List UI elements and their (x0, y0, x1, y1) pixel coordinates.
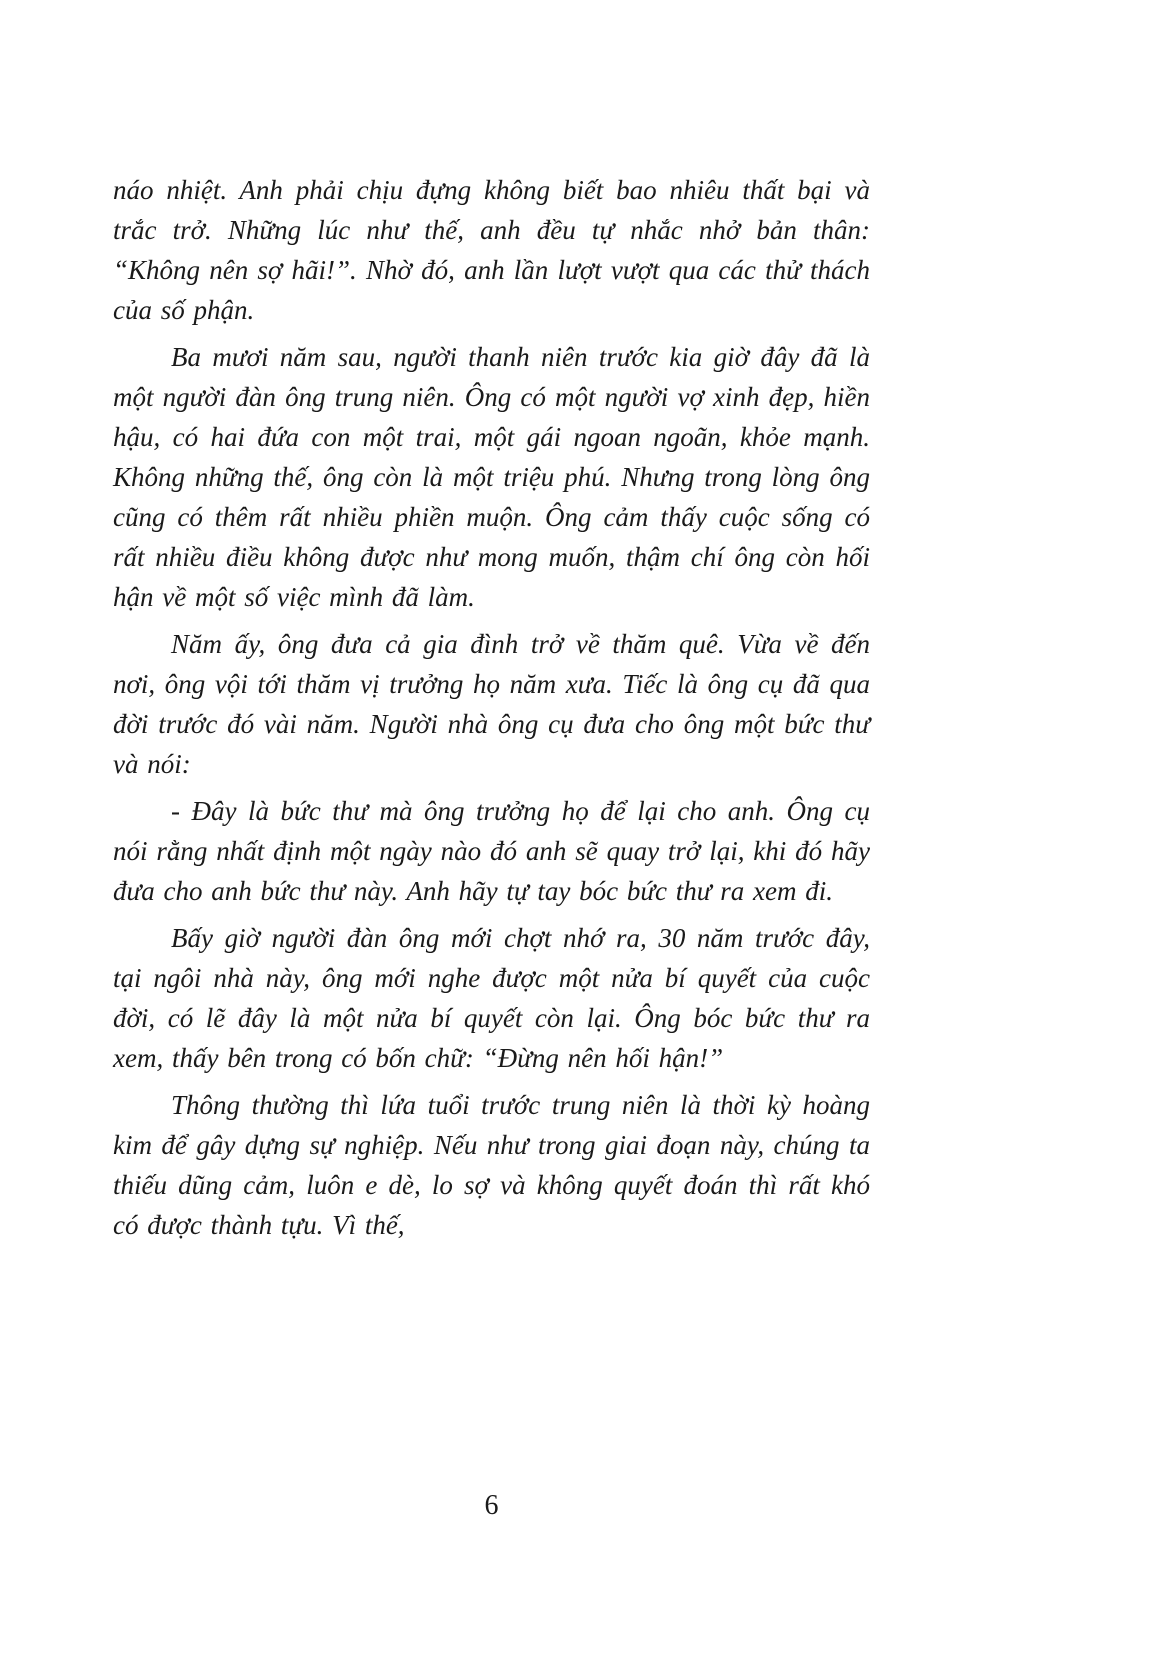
paragraph: Ba mươi năm sau, người thanh niên trước kia giờ đây đã là một người đàn ông trung niên. Ông có một người vợ xinh đẹp, hiền hậu, có hai đứa con một trai, một gái ngoan ngoãn, khỏe mạnh. Không những thế, ông còn là một triệu phú. Nhưng trong lòng ông cũng có thêm rất nhiều phiền muộn. Ông cảm thấy cuộc sống có rất nhiều điều không được như mong muốn, thậm chí ông còn hối hận về một số việc mình đã làm. (113, 342, 870, 612)
paragraph: - Đây là bức thư mà ông trưởng họ để lại cho anh. Ông cụ nói rằng nhất định một ngày nào đó anh sẽ quay trở lại, khi đó hãy đưa cho anh bức thư này. Anh hãy tự tay bóc bức thư ra xem đi. (113, 796, 870, 906)
paragraph: Năm ấy, ông đưa cả gia đình trở về thăm quê. Vừa về đến nơi, ông vội tới thăm vị trưởng họ năm xưa. Tiếc là ông cụ đã qua đời trước đó vài năm. Người nhà ông cụ đưa cho ông một bức thư và nói: (113, 629, 870, 779)
paragraph: Bấy giờ người đàn ông mới chợt nhớ ra, 30 năm trước đây, tại ngôi nhà này, ông mới nghe được một nửa bí quyết của cuộc đời, có lẽ đây là một nửa bí quyết còn lại. Ông bóc bức thư ra xem, thấy bên trong có bốn chữ: “Đừng nên hối hận!” (113, 923, 870, 1073)
text-block (113, 170, 870, 1245)
paragraph: Thông thường thì lứa tuổi trước trung niên là thời kỳ hoàng kim để gây dựng sự nghiệp. Nếu như trong giai đoạn này, chúng ta thiếu dũng cảm, luôn e dè, lo sợ và không quyết đoán thì rất khó có được thành tựu. Vì thế, (113, 1090, 870, 1240)
paragraph: náo nhiệt. Anh phải chịu đựng không biết bao nhiêu thất bại và trắc trở. Những lúc như thế, anh đều tự nhắc nhở bản thân: “Không nên sợ hãi!”. Nhờ đó, anh lần lượt vượt qua các thử thách của số phận. (113, 175, 870, 325)
page-number: 6 (484, 1490, 499, 1521)
